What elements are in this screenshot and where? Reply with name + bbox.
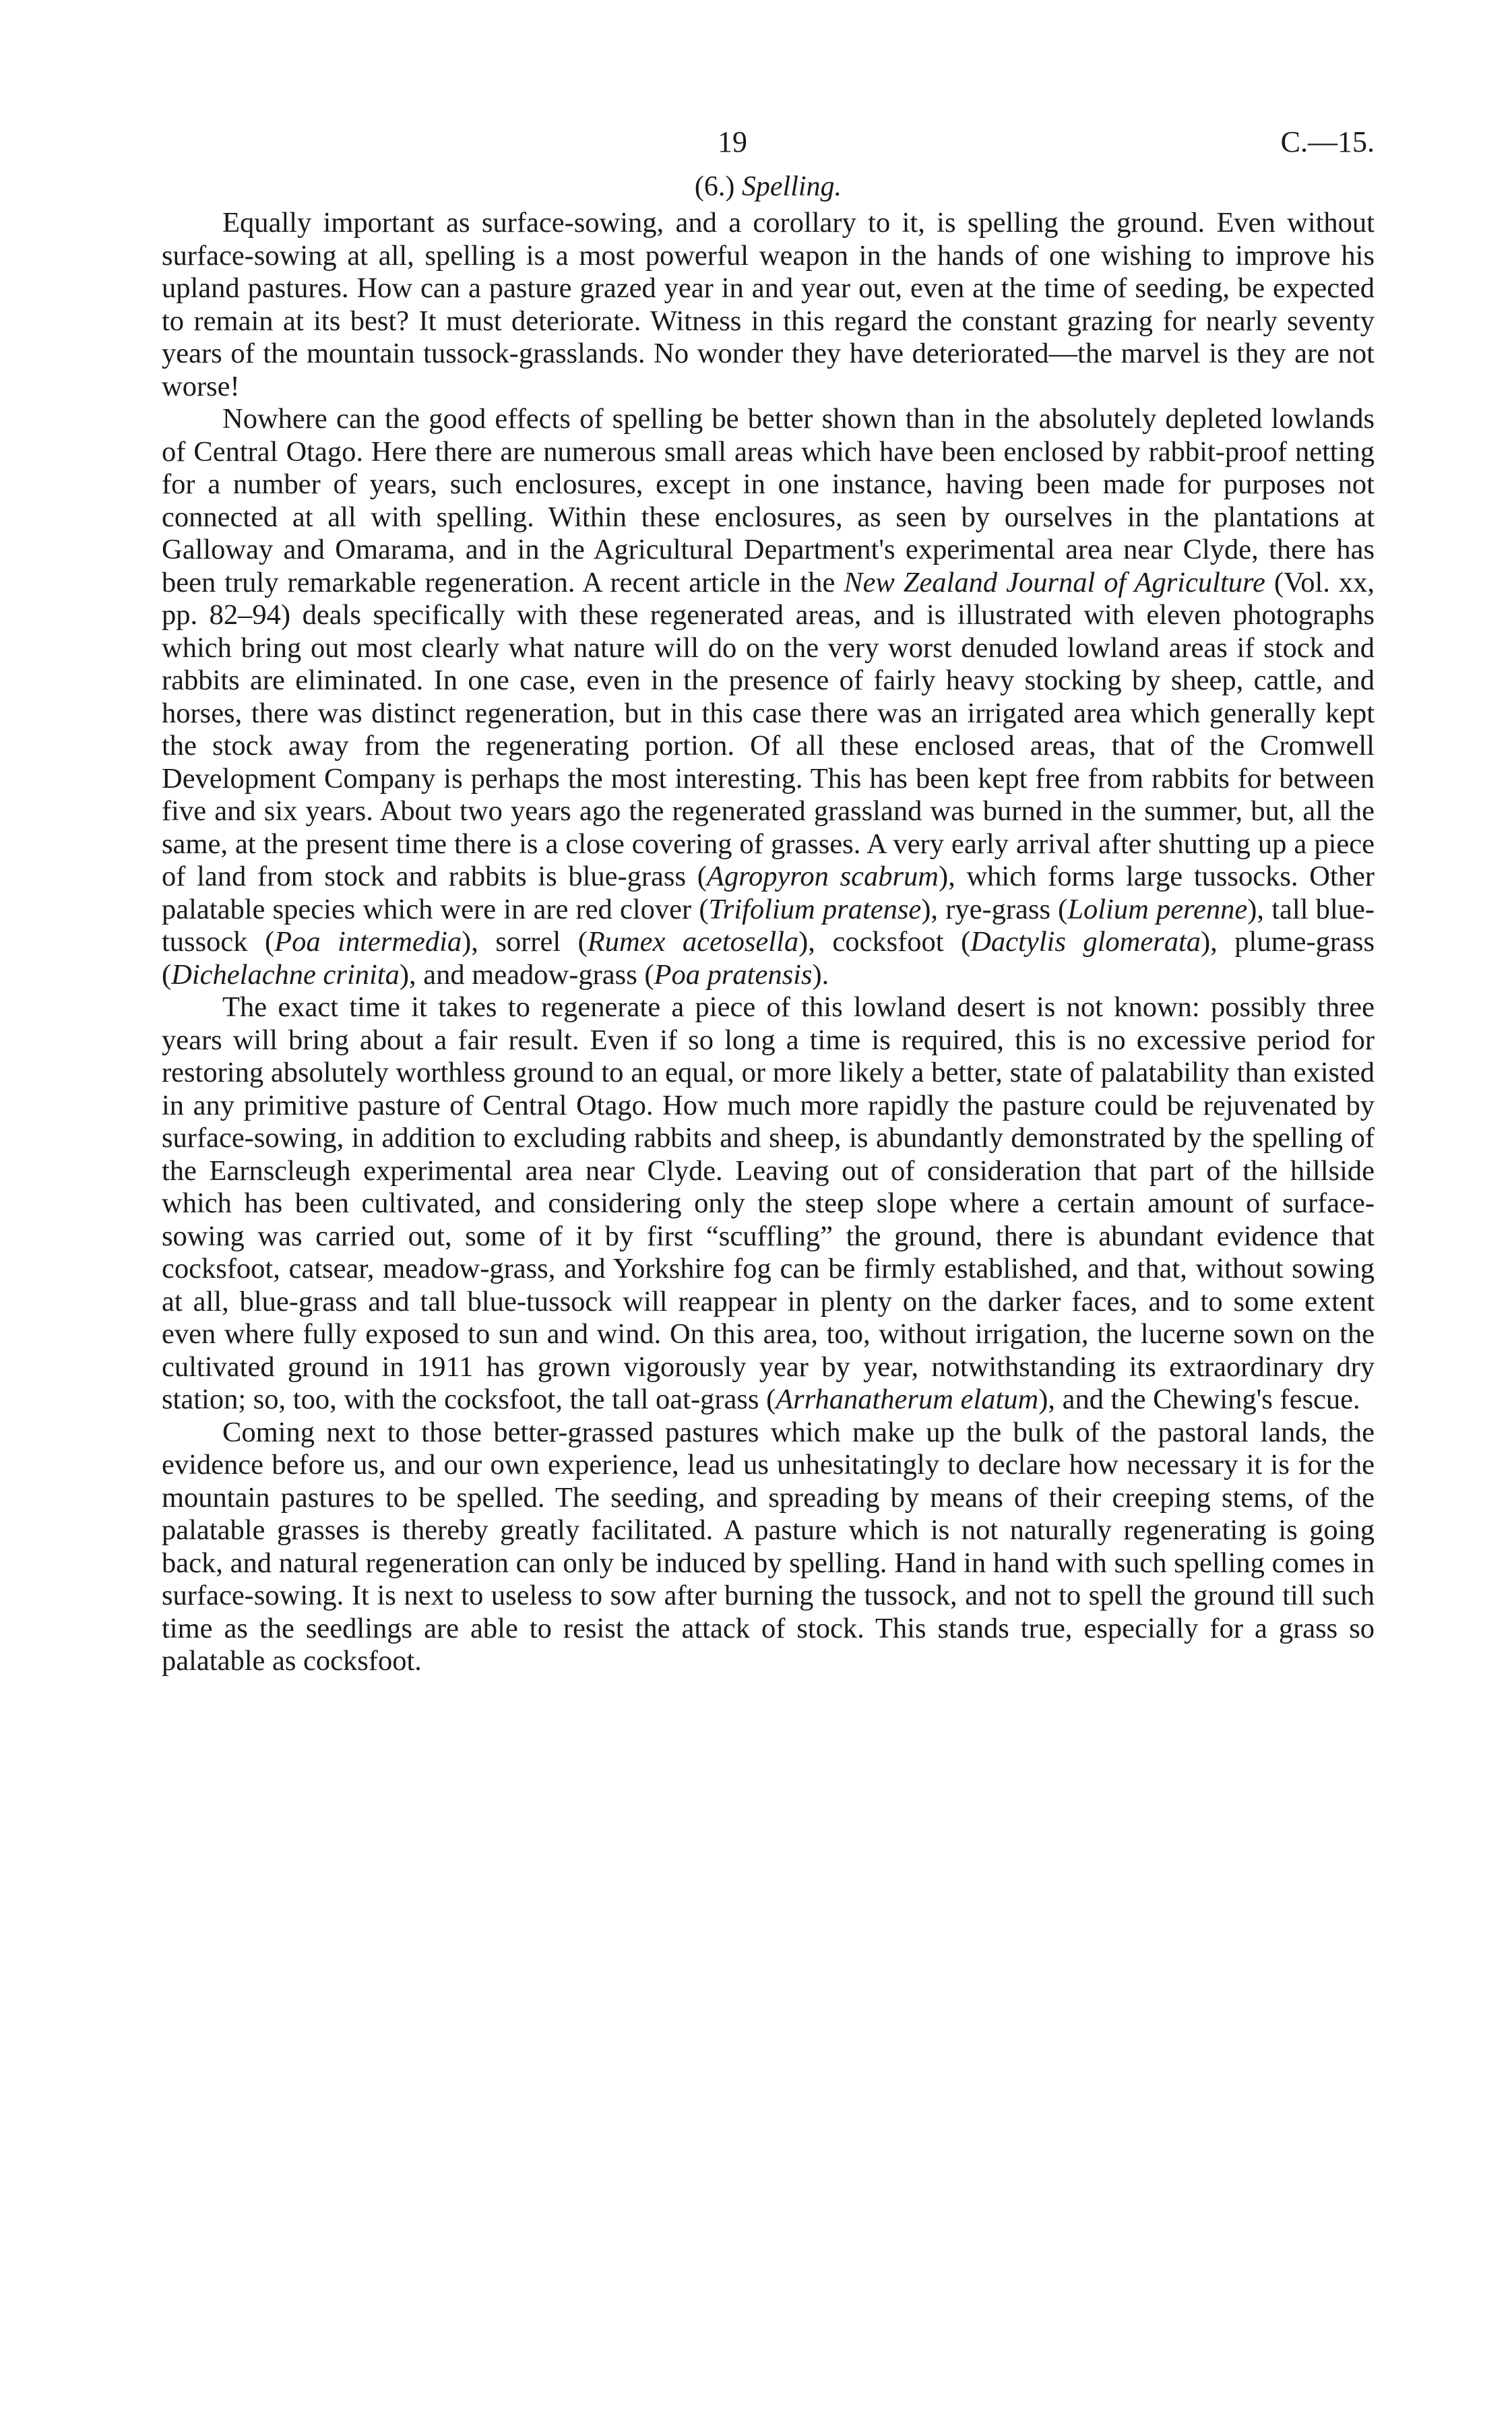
body-text — [162, 207, 1375, 1678]
species-name: Agropyron scabrum — [706, 861, 939, 892]
paragraph-2 — [162, 403, 1375, 991]
paragraph-text: ), and meadow-grass ( — [399, 958, 654, 991]
section-heading — [162, 170, 1375, 203]
paragraph-text: Nowhere can the good effects of spelling be better shown than in the absolutely depleted lowlands of Central Otago. Here there are numerous small areas which have been enclosed by rabbit-proof netting for a number of years, such enclosures, except in one instance, having been made for purposes not connected at all with spelling. Within these enclosures, as seen by ourselves in the plantations at Galloway and Omarama, and in the Agricultural Department's experimental area near Clyde, there has been truly remarkable regeneration. A recent article in the — [162, 403, 1375, 598]
paragraph-text: Coming next to those better-grassed pastures which make up the bulk of the pastoral lands, the evidence before us, and our own experience, lead us unhesitatingly to declare how necessary it is for the mountain pastures to be spelled. The seeding, and spreading by means of their creeping stems, of the palatable grasses is thereby greatly facilitated. A pasture which is not naturally regenerating is going back, and natural regeneration can only be induced by spelling. Hand in hand with such spelling comes in surface-sowing. It is next to useless to sow after burning the tussock, and not to spell the ground till such time as the seedlings are able to resist the attack of stock. This stands true, especially for a grass so palatable as cocksfoot. — [162, 1416, 1375, 1677]
document-page — [162, 118, 1375, 1678]
paragraph-text: ). — [812, 958, 829, 991]
species-name: Dichelachne crinita — [171, 958, 400, 991]
paragraph-text: ), rye-grass ( — [921, 893, 1068, 925]
paragraph-text: ), cocksfoot ( — [798, 926, 971, 958]
paragraph-text: ), which forms large tussocks. Other palatable species which were in are red clover ( — [162, 861, 1375, 925]
paragraph-text: The exact time it takes to regenerate a piece of this lowland desert is not known: possibly three years will bring about a fair result. Even if so long a time is required, this is no excessive period for restoring absolutely worthless ground to an equal, or more likely a better, state of palatability than existed in any primitive pasture of Central Otago. How much more rapidly the pasture could be rejuvenated by surface-sowing, in addition to excluding rabbits and sheep, is abundantly demonstrated by the spelling of the Earnscleugh experimental area near Clyde. Leaving out of consideration that part of the hillside which has been cultivated, and considering only the steep slope where a certain amount of surface-sowing was carried out, some of it by first “scuffling” the ground, there is abundant evidence that cocksfoot, catsear, meadow-grass, and Yorkshire fog can be firmly established, and that, without sowing at all, blue-grass and tall blue-tussock will reappear in plenty on the darker faces, and to some extent even where fully exposed to sun and wind. On this area, too, without irrigation, the lucerne sown on the cultivated ground in 1911 has grown vigorously year by year, notwithstanding its extraordinary dry station; so, too, with the cocksfoot, the tall oat-grass ( — [162, 991, 1375, 1415]
species-name: Trifolium pratense — [708, 893, 922, 925]
section-title: Spelling. — [741, 171, 842, 202]
species-name: Rumex acetosella — [587, 926, 799, 958]
document-reference: C.—15. — [1280, 125, 1375, 158]
section-number: (6.) — [694, 171, 735, 202]
paragraph-4 — [162, 1417, 1375, 1678]
species-name: Arrhanatherum elatum — [776, 1384, 1039, 1415]
paragraph-text: ), plume-grass ( — [162, 926, 1375, 991]
page-header — [162, 118, 1375, 165]
paragraph-text: Equally important as surface-sowing, and a corollary to it, is spelling the ground. Even without surface-sowing at all, spelling is a most powerful weapon in the hands of one wishing to improve his upland pastures. How can a pasture grazed year in and year out, even at the time of seeding, be expected to remain at its best? It must deteriorate. Witness in this regard the constant grazing for nearly seventy years of the mountain tussock-grasslands. No wonder they have deteriorated—the marvel is they are not worse! — [162, 207, 1375, 402]
paragraph-3 — [162, 991, 1375, 1417]
paragraph-text: ), and the Chewing's fescue. — [1038, 1384, 1360, 1415]
paragraph-text: (Vol. xx, pp. 82–94) deals specifically with these regenerated areas, and is illustrated with eleven photographs which bring out most clearly what nature will do on the very worst denuded lowland areas if stock and rabbits are eliminated. In one case, even in the presence of fairly heavy stocking by sheep, cattle, and horses, there was distinct regeneration, but in this case there was an irrigated area which generally kept the stock away from the regenerating portion. Of all these enclosed areas, that of the Cromwell Development Company is perhaps the most interesting. This has been kept free from rabbits for between five and six years. About two years ago the regenerated grassland was burned in the summer, but, all the same, at the present time there is a close covering of grasses. A very early arrival after shutting up a piece of land from stock and rabbits is blue-grass ( — [162, 566, 1375, 892]
species-name: Poa intermedia — [274, 926, 462, 958]
paragraph-text: ), tall blue-tussock ( — [162, 893, 1375, 958]
species-name: Lolium perenne — [1067, 893, 1248, 925]
page-number: 19 — [718, 125, 747, 158]
species-name: Dactylis glomerata — [970, 926, 1201, 958]
species-name: Poa pratensis — [654, 958, 813, 991]
paragraph-text: ), sorrel ( — [462, 926, 588, 958]
journal-title: New Zealand Journal of Agriculture — [844, 566, 1265, 598]
paragraph-1 — [162, 207, 1375, 403]
